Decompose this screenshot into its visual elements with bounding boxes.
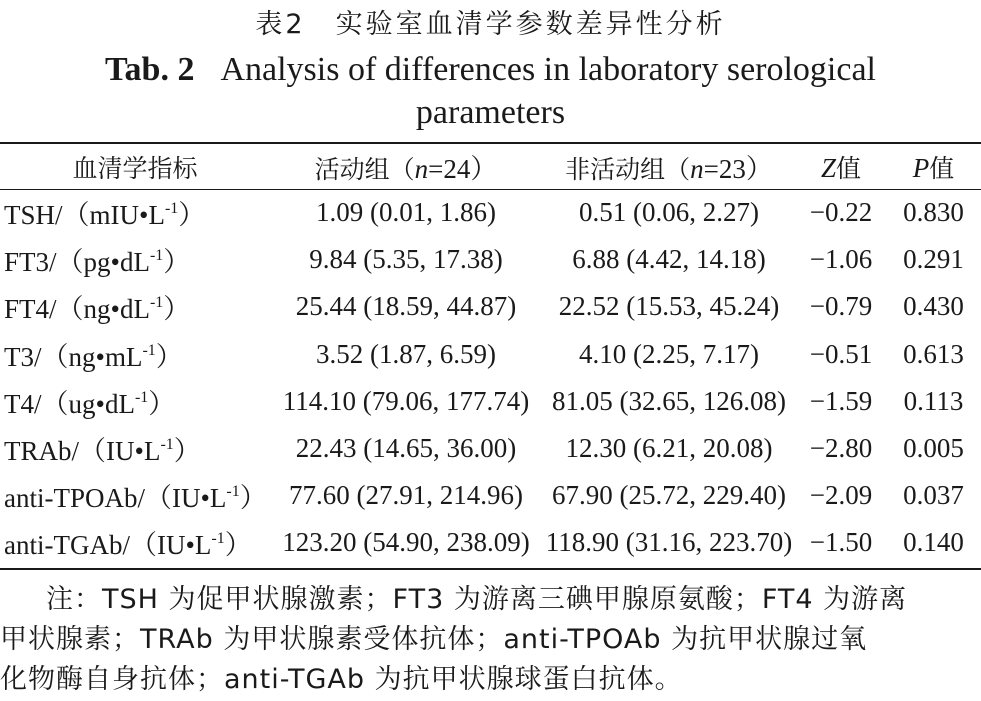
row-z-value: −1.50 <box>809 527 873 558</box>
row-z-value: −0.79 <box>809 291 873 322</box>
header-p-value: P值 <box>912 152 955 183</box>
table-note <box>0 580 981 700</box>
table-row <box>0 283 981 330</box>
row-indicator: $T3/(ng•mL^{-1})$ <box>4 341 183 372</box>
table-number-en: Tab. 2 <box>104 51 195 88</box>
row-active-value: 114.10 (79.06, 177.74) <box>282 385 530 416</box>
row-active-value: 123.20 (54.90, 238.09) <box>282 527 530 558</box>
row-active-value: 25.44 (18.59, 44.87) <box>295 291 517 322</box>
table-row <box>0 425 981 472</box>
table-title-cn-text: 实验室血清学参数差异性分析 <box>335 9 726 40</box>
row-inactive-value: 81.05 (32.65, 126.08) <box>552 385 786 416</box>
row-p-value: 0.430 <box>903 291 964 322</box>
row-active-value: 1.09 (0.01, 1.86) <box>316 197 496 228</box>
row-inactive-value: 118.90 (31.16, 223.70) <box>545 527 793 558</box>
header-inactive-group: 非活动组（n=23） <box>565 154 773 184</box>
row-indicator: TSH/$(mIU•L^{-1})$ <box>4 200 206 231</box>
row-inactive-value: 22.52 (15.53, 45.24) <box>558 291 780 322</box>
row-z-value: −2.09 <box>809 480 873 511</box>
row-z-value: −1.06 <box>809 244 873 275</box>
row-inactive-value: 6.88 (4.42, 14.18) <box>572 244 766 275</box>
row-z-value: −0.22 <box>809 197 873 228</box>
row-active-value: 3.52 (1.87, 6.59) <box>316 338 496 369</box>
header-z-value: Z值 <box>820 152 862 183</box>
header-indicator: 血清学指标 <box>72 153 198 183</box>
note-line-3: 化物酶自身抗体；anti-TGAb 为抗甲状腺球蛋白抗体。 <box>0 664 683 695</box>
note-line-1: 注：TSH 为促甲状腺激素；FT3 为游离三碘甲腺原氨酸；FT4 为游离 <box>46 584 908 615</box>
row-z-value: −0.51 <box>809 338 873 369</box>
table-header-row <box>0 144 981 189</box>
row-indicator: anti-$TPOAb/(IU•L^{-1})$ <box>4 483 267 514</box>
row-indicator: $FT4/(ng•dL^{-1})$ <box>4 294 191 325</box>
row-p-value: 0.830 <box>903 197 964 228</box>
note-line-2: 甲状腺素；TRAb 为甲状腺素受体抗体；anti-TPOAb 为抗甲状腺过氧 <box>0 624 868 655</box>
header-active-group: 活动组（n=24） <box>314 154 498 184</box>
row-inactive-value: 67.90 (25.72, 229.40) <box>552 480 786 511</box>
row-inactive-value: 4.10 (2.25, 7.17) <box>579 338 759 369</box>
table-title-en <box>0 48 981 134</box>
table-row <box>0 378 981 425</box>
row-indicator: $T4/(ug•dL^{-1})$ <box>4 388 176 419</box>
table-row <box>0 472 981 519</box>
row-active-value: 22.43 (14.65, 36.00) <box>295 433 517 464</box>
row-inactive-value: 12.30 (6.21, 20.08) <box>565 433 773 464</box>
row-p-value: 0.613 <box>903 338 964 369</box>
table-number-cn: 表2 <box>255 9 306 40</box>
row-active-value: 77.60 (27.91, 214.96) <box>289 480 523 511</box>
row-active-value: 9.84 (5.35, 17.38) <box>309 244 503 275</box>
row-p-value: 0.113 <box>903 385 964 416</box>
table-bottom-rule <box>0 568 981 570</box>
row-indicator: $FT3/(pg•dL^{-1})$ <box>4 247 191 278</box>
row-p-value: 0.291 <box>903 244 964 275</box>
row-indicator: anti-$TGAb/(IU•L^{-1})$ <box>4 530 252 561</box>
row-z-value: −2.80 <box>809 433 873 464</box>
row-p-value: 0.037 <box>903 480 964 511</box>
row-p-value: 0.005 <box>903 433 964 464</box>
table-title-en-line2: parameters <box>415 94 566 131</box>
table-row <box>0 236 981 283</box>
row-indicator: TRAb/$(IU•L^{-1})$ <box>4 436 201 467</box>
table-title-cn <box>0 2 981 41</box>
row-p-value: 0.140 <box>903 527 964 558</box>
row-z-value: −1.59 <box>809 385 873 416</box>
row-inactive-value: 0.51 (0.06, 2.27) <box>579 197 759 228</box>
table-row <box>0 189 981 236</box>
table-title-en-line1: Analysis of differences in laboratory serological <box>220 51 876 88</box>
table-row <box>0 331 981 378</box>
serology-table <box>0 144 981 567</box>
table-row <box>0 519 981 566</box>
